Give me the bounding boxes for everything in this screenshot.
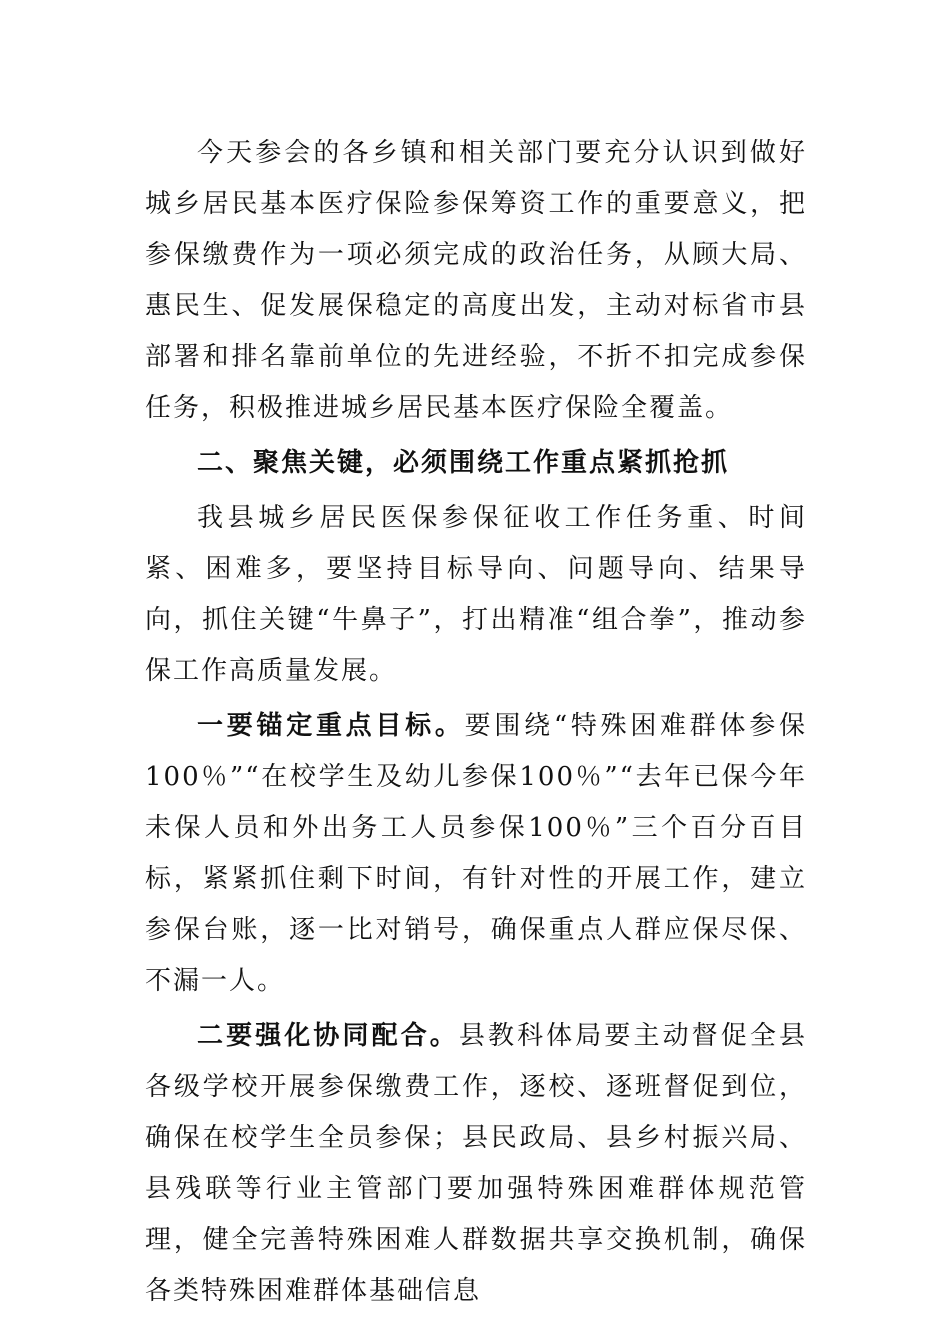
- paragraph-task-overview: 我县城乡居民医保参保征收工作任务重、时间紧、困难多，要坚持目标导向、问题导向、结果导向，抓住关键“牛鼻子”，打出精准“组合拳”，推动参保工作高质量发展。: [145, 503, 807, 686]
- item-body-target: 要围绕“特殊困难群体参保100％”“在校学生及幼儿参保100％”“去年已保今年未保人员和外出务工人员参保100％”三个百分百目标，紧紧抓住剩下时间，有针对性的开展工作，建立参保台账，逐一比对销号，确保重点人群应保尽保、不漏一人。: [145, 711, 807, 996]
- paragraph-significance: 今天参会的各乡镇和相关部门要充分认识到做好城乡居民基本医疗保险参保筹资工作的重要意义，把参保缴费作为一项必须完成的政治任务，从顾大局、惠民生、促发展保稳定的高度出发，主动对标省市县部署和排名靠前单位的先进经验，不折不扣完成参保任务，积极推进城乡居民基本医疗保险全覆盖。: [145, 138, 807, 423]
- document-body: [145, 128, 807, 1317]
- paragraph-target-goals: [145, 701, 807, 1007]
- paragraph-coordination: [145, 1011, 807, 1317]
- item-lead-coordination: 二要强化协同配合。: [197, 1021, 459, 1051]
- section-heading: 二、聚焦关键，必须围绕工作重点紧抓抢抓: [197, 448, 730, 478]
- item-body-coordination: 县教科体局要主动督促全县各级学校开展参保缴费工作，逐校、逐班督促到位，确保在校学生全员参保；县民政局、县乡村振兴局、县残联等行业主管部门要加强特殊困难群体规范管理，健全完善特殊困难人群数据共享交换机制，确保各类特殊困难群体基础信息: [145, 1021, 807, 1306]
- item-lead-target: 一要锚定重点目标。: [197, 711, 465, 741]
